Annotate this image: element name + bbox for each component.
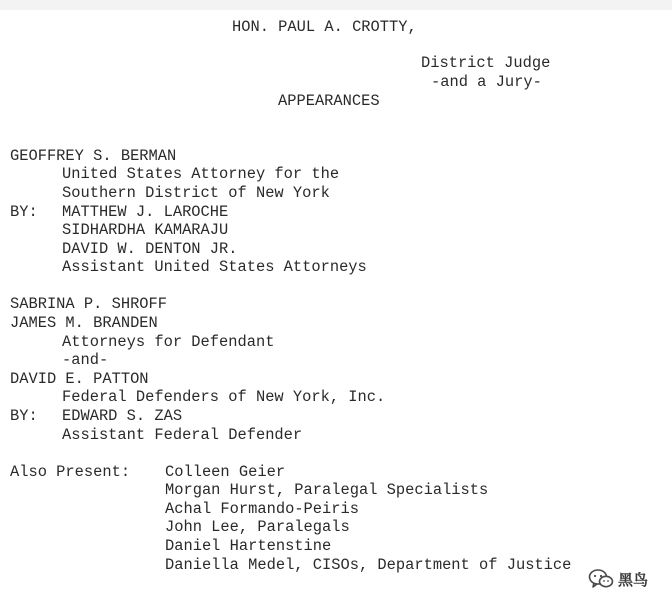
defense-by-name: EDWARD S. ZAS (62, 407, 183, 425)
defense-attorney1: SABRINA P. SHROFF (10, 295, 168, 313)
wechat-icon (588, 568, 614, 590)
prosecution-office-line2: Southern District of New York (62, 184, 330, 202)
judge-title: District Judge (421, 54, 551, 72)
prosecution-by-name2: SIDHARDHA KAMARAJU (62, 221, 229, 239)
defense-by-role: Assistant Federal Defender (62, 426, 303, 444)
jury-line: -and a Jury- (431, 73, 542, 91)
prosecution-attorney: GEOFFREY S. BERMAN (10, 147, 177, 165)
section-title: APPEARANCES (278, 92, 380, 110)
defense-attorney2: JAMES M. BRANDEN (10, 314, 158, 332)
prosecution-by-role: Assistant United States Attorneys (62, 258, 367, 276)
also-present-line: Morgan Hurst, Paralegal Specialists (165, 481, 489, 499)
top-bar (0, 0, 672, 10)
also-present-line: Colleen Geier (165, 463, 286, 481)
also-present-line: Daniella Medel, CISOs, Department of Justice (165, 556, 572, 574)
also-present-line: Achal Formando-Peiris (165, 500, 359, 518)
prosecution-by-name3: DAVID W. DENTON JR. (62, 240, 238, 258)
also-present-line: Daniel Hartenstine (165, 537, 332, 555)
prosecution-office-line1: United States Attorney for the (62, 165, 340, 183)
prosecution-by-name1: MATTHEW J. LAROCHE (62, 203, 229, 221)
watermark-text: 黑鸟 (618, 570, 649, 589)
defense-role: Attorneys for Defendant (62, 333, 275, 351)
also-present-line: John Lee, Paralegals (165, 518, 350, 536)
defense-and: -and- (62, 351, 109, 369)
defense-attorney3: DAVID E. PATTON (10, 370, 149, 388)
watermark (588, 566, 648, 592)
also-present-label: Also Present: (10, 463, 131, 481)
defense-office: Federal Defenders of New York, Inc. (62, 388, 386, 406)
judge-name: HON. PAUL A. CROTTY, (232, 18, 417, 36)
defense-by-label: BY: (10, 407, 38, 425)
prosecution-by-label: BY: (10, 203, 38, 221)
